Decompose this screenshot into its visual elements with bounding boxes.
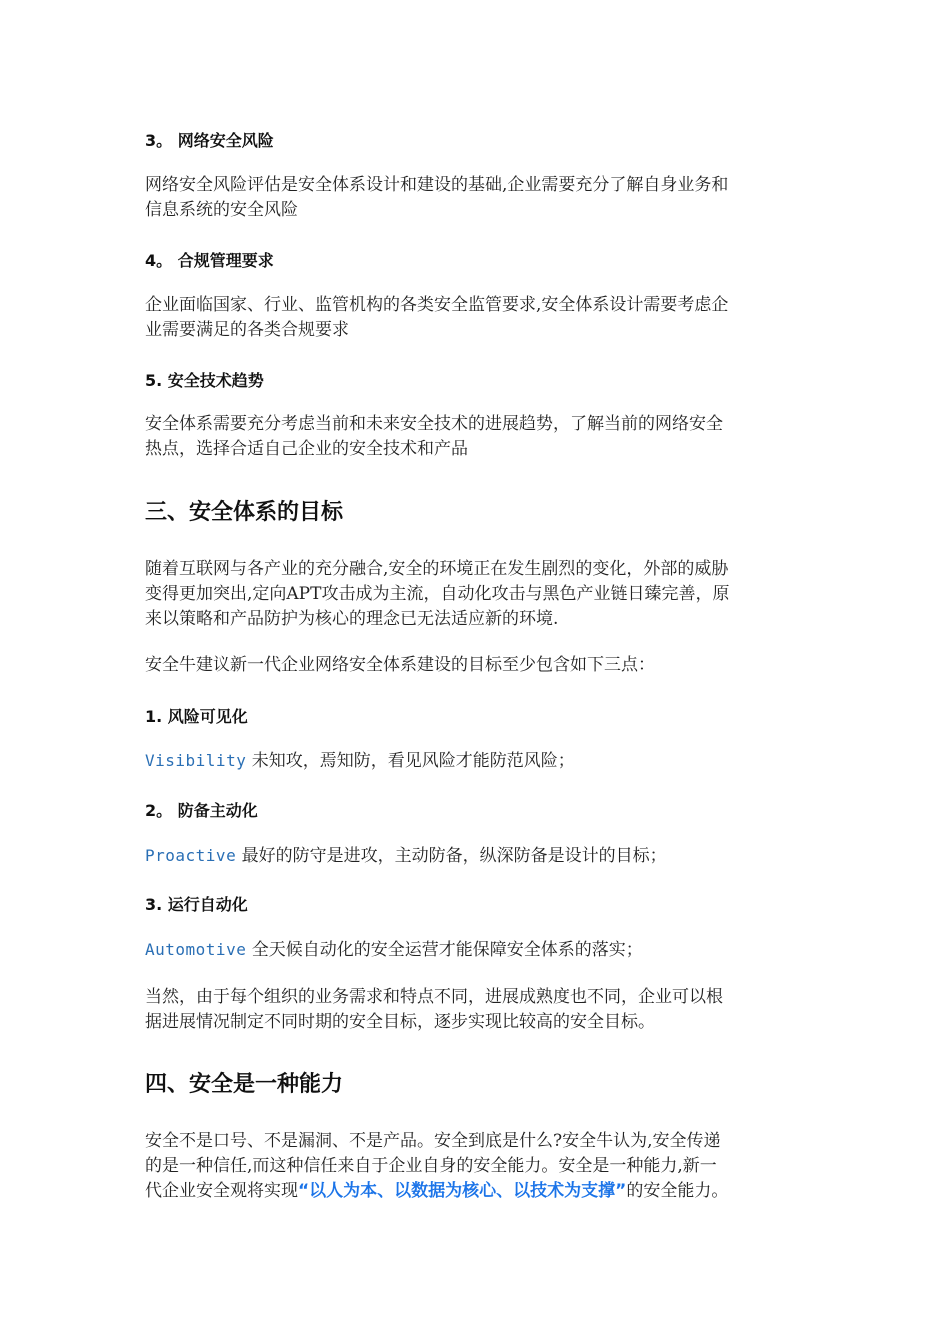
goal-automation-line [145, 937, 643, 963]
heading-network-risk: 3。 网络安全风险 [145, 131, 274, 150]
text-line-last [145, 1179, 728, 1204]
highlight-quote: “以人为本、以数据为核心、以技术为支撑” [298, 1181, 627, 1201]
text-prefix: 代企业安全观将实现 [145, 1181, 298, 1201]
heading-tech-trends: 5. 安全技术趋势 [145, 371, 264, 390]
goal-proactive-text: 最好的防守是进攻，主动防备，纵深防备是设计的目标； [241, 846, 667, 866]
paragraph-goals-summary: 安全牛建议新一代企业网络安全体系建设的目标至少包含如下三点： [145, 655, 655, 675]
paragraph-compliance [145, 293, 728, 343]
paragraph-capability [145, 1129, 728, 1204]
goal-automation-text: 全天候自动化的安全运营才能保障安全体系的落实； [251, 940, 643, 960]
goal-visibility-text: 未知攻，焉知防，看见风险才能防范风险； [251, 751, 575, 771]
term-automotive: Automotive [145, 940, 247, 959]
paragraph-goals-intro [145, 557, 729, 632]
text-line: 变得更加突出,定向APT攻击成为主流，自动化攻击与黑色产业链日臻完善，原 [145, 584, 730, 604]
text-line: 安全不是口号、不是漏洞、不是产品。安全到底是什么?安全牛认为,安全传递 [145, 1131, 721, 1151]
paragraph-goals-conclusion [145, 985, 723, 1035]
term-visibility: Visibility [145, 751, 247, 770]
text-line: 热点，选择合适自己企业的安全技术和产品 [145, 439, 468, 459]
heading-goal-visibility: 1. 风险可见化 [145, 707, 248, 726]
text-line: 信息系统的安全风险 [145, 200, 298, 220]
section-title-goals: 三、安全体系的目标 [145, 500, 344, 525]
section-title-capability: 四、安全是一种能力 [145, 1072, 344, 1097]
text-line: 网络安全风险评估是安全体系设计和建设的基础,企业需要充分了解自身业务和 [145, 175, 729, 195]
heading-goal-automation: 3. 运行自动化 [145, 895, 248, 914]
paragraph-network-risk [145, 173, 728, 223]
text-line: 据进展情况制定不同时期的安全目标，逐步实现比较高的安全目标。 [145, 1012, 655, 1032]
text-line: 随着互联网与各产业的充分融合,安全的环境正在发生剧烈的变化，外部的威胁 [145, 559, 729, 579]
goal-visibility-line [145, 748, 575, 774]
text-line: 来以策略和产品防护为核心的理念已无法适应新的环境. [145, 609, 559, 629]
heading-goal-proactive: 2。 防备主动化 [145, 801, 258, 820]
heading-compliance: 4。 合规管理要求 [145, 251, 274, 270]
text-line: 安全体系需要充分考虑当前和未来安全技术的进展趋势，了解当前的网络安全 [145, 414, 723, 434]
text-line: 业需要满足的各类合规要求 [145, 320, 349, 340]
text-line: 企业面临国家、行业、监管机构的各类安全监管要求,安全体系设计需要考虑企 [145, 295, 729, 315]
text-line: 的是一种信任,而这种信任来自于企业自身的安全能力。安全是一种能力,新一 [145, 1156, 717, 1176]
text-line: 当然，由于每个组织的业务需求和特点不同，进展成熟度也不同，企业可以根 [145, 987, 723, 1007]
term-proactive: Proactive [145, 846, 237, 865]
paragraph-tech-trends [145, 412, 723, 462]
goal-proactive-line [145, 843, 667, 869]
text-suffix: 的安全能力。 [626, 1181, 729, 1201]
